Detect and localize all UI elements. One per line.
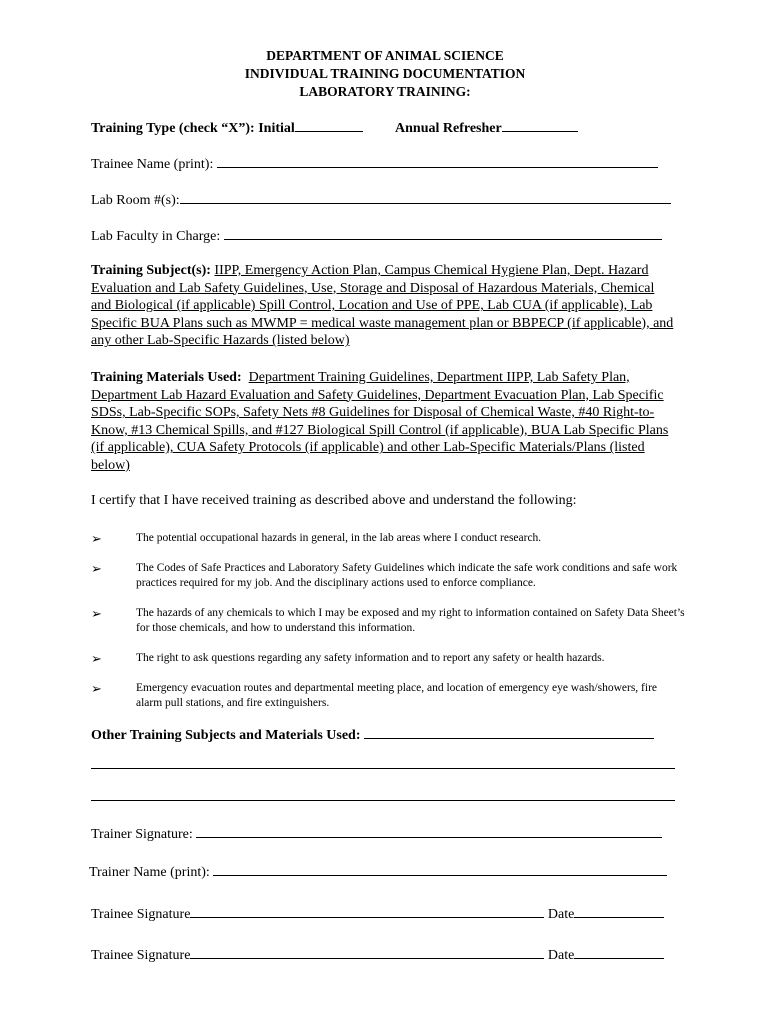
- training-type-label: Training Type (check “X”): Initial: [91, 121, 295, 136]
- other-training-line-3[interactable]: [91, 800, 675, 801]
- other-training-row: [91, 725, 654, 745]
- initial-checkbox-blank[interactable]: [295, 118, 363, 132]
- training-materials-label: Training Materials Used:: [91, 370, 242, 385]
- lab-faculty-label: Lab Faculty in Charge:: [91, 229, 221, 244]
- date-field-1[interactable]: [574, 904, 664, 918]
- annual-refresher-label: Annual Refresher: [395, 121, 502, 136]
- training-type-row: [91, 118, 578, 138]
- trainee-name-field[interactable]: [217, 154, 658, 168]
- training-subjects-label: Training Subject(s):: [91, 263, 211, 278]
- other-training-field[interactable]: [364, 725, 654, 739]
- lab-room-label: Lab Room #(s):: [91, 193, 180, 208]
- arrow-bullet-icon: ➢: [91, 531, 102, 546]
- date-field-2[interactable]: [574, 945, 664, 959]
- trainee-signature-field-1[interactable]: [190, 904, 544, 918]
- trainer-name-field[interactable]: [213, 862, 667, 876]
- arrow-bullet-icon: ➢: [91, 651, 102, 666]
- arrow-bullet-icon: ➢: [91, 606, 102, 621]
- bullet-text: The potential occupational hazards in general, in the lab areas where I conduct research.: [136, 532, 542, 544]
- document-title: INDIVIDUAL TRAINING DOCUMENTATION: [244, 66, 526, 81]
- trainee-signature-label: Trainee Signature: [91, 907, 191, 922]
- trainee-name-row: [91, 154, 658, 174]
- trainer-name-row: [89, 862, 667, 882]
- trainee-name-label: Trainee Name (print):: [91, 157, 214, 172]
- lab-room-field[interactable]: [180, 190, 671, 204]
- trainer-signature-row: [91, 824, 662, 844]
- trainee-signature-row-1: [91, 904, 664, 924]
- trainer-signature-label: Trainer Signature:: [91, 827, 193, 842]
- lab-faculty-field[interactable]: [224, 226, 662, 240]
- lab-room-row: [91, 190, 671, 210]
- training-title: LABORATORY TRAINING:: [299, 84, 471, 99]
- other-training-label: Other Training Subjects and Materials Used:: [91, 728, 361, 743]
- bullet-text: The hazards of any chemicals to which I may be exposed and my right to information contained on Safety Data Sheet’s for those chemicals, and how to understand this information.: [136, 607, 685, 634]
- date-label: Date: [547, 948, 575, 963]
- trainee-signature-row-2: [91, 945, 664, 965]
- trainee-signature-label: Trainee Signature: [91, 948, 191, 963]
- date-label: Date: [547, 907, 575, 922]
- other-training-line-2[interactable]: [91, 768, 675, 769]
- arrow-bullet-icon: ➢: [91, 561, 102, 576]
- training-subjects-text: IIPP, Emergency Action Plan, Campus Chemical Hygiene Plan, Dept. Hazard Evaluation and Lab Safety Guidelines, Use, Storage and Disposal of Hazardous Materials, Chemical and Biological (if applicable) Spill Control, Location and Use of PPE, Lab CUA (if applicable), Lab Specific BUA Plans such as MWMP = medical waste management plan or BBPECP (if applicable), and any other Lab-Specific Hazards (listed below): [91, 263, 674, 349]
- bullet-text: The right to ask questions regarding any safety information and to report any safety or health hazards.: [136, 652, 605, 664]
- trainer-signature-field[interactable]: [196, 824, 662, 838]
- bullet-text: The Codes of Safe Practices and Laboratory Safety Guidelines which indicate the safe work conditions and safe work practices required for my job. And the disciplinary actions used to enforce compliance.: [136, 562, 678, 589]
- lab-faculty-row: [91, 226, 662, 246]
- trainee-signature-field-2[interactable]: [190, 945, 544, 959]
- trainer-name-label: Trainer Name (print):: [89, 865, 210, 880]
- refresher-checkbox-blank[interactable]: [502, 118, 578, 132]
- bullet-text: Emergency evacuation routes and departmental meeting place, and location of emergency eye wash/showers, fire alarm pull stations, and fire extinguishers.: [136, 682, 658, 709]
- arrow-bullet-icon: ➢: [91, 681, 102, 696]
- training-subjects: [91, 262, 676, 350]
- training-materials-text: Department Training Guidelines, Department IIPP, Lab Safety Plan, Department Lab Hazard Evaluation and Safety Guidelines, Department Evacuation Plan, Lab Specific SDSs, Lab-Specific SOPs, Safety Nets #8 Guidelines for Disposal of Chemical Waste, #40 Right-to-Know, #13 Chemical Spills, and #127 Biological Spill Control (if applicable), BUA Lab Specific Plans (if applicable), CUA Safety Protocols (if applicable) and other Lab-Specific Materials/Plans (listed below): [91, 370, 669, 473]
- certify-statement: I certify that I have received training as described above and understand the following:: [91, 493, 577, 508]
- training-materials: [91, 369, 676, 475]
- department-title: DEPARTMENT OF ANIMAL SCIENCE: [266, 48, 504, 63]
